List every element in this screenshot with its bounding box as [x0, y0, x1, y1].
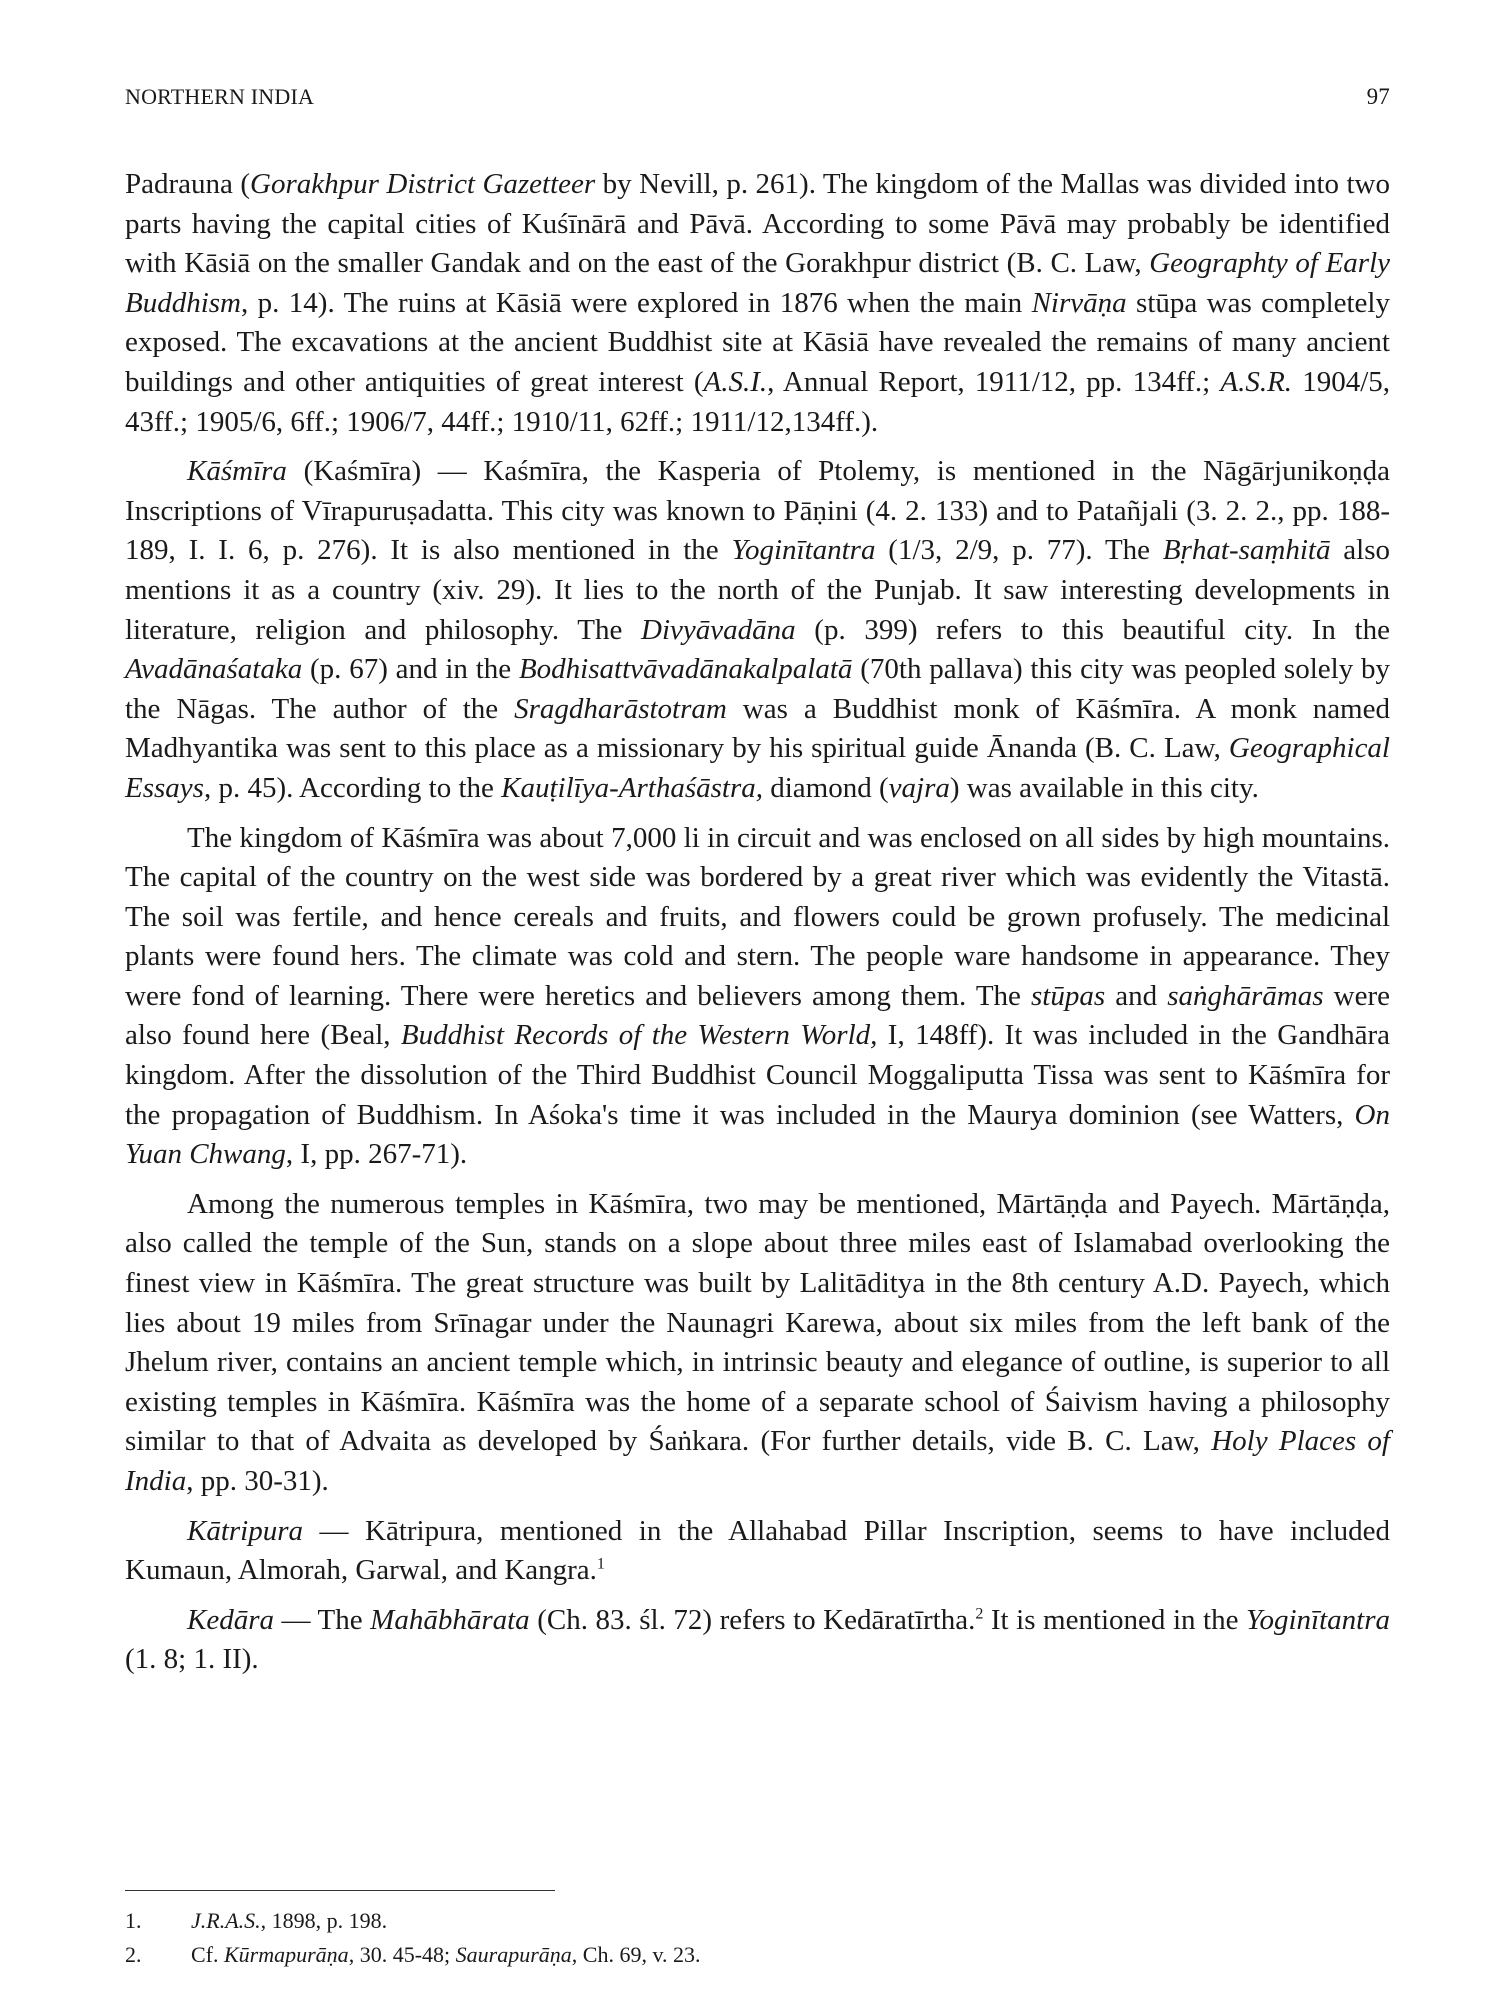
paragraph-kedara-entry: Kedāra — The Mahābhārata (Ch. 83. śl. 72) refers to Kedāratīrtha.$^2$ It is mentioned in the Yoginītantra (1. 8; 1. II).	[125, 1603, 1390, 1676]
paragraph-kasmira-kingdom: The kingdom of Kāśmīra was about 7,000 li in circuit and was enclosed on all sides by high mountains. The capital of the country on the west side was bordered by a great river which was evidently the Vitastā. The soil was fertile, and hence cereals and fruits, and flowers could be grown profusely. The medicinal plants were found hers. The climate was cold and stern. The people ware handsome in appearance. They were fond of learning. There were heretics and believers among them. The stūpas and saṅghārāmas were also found here (Beal, Buddhist Records of the Western World, I, 148ff). It was included in the Gandhāra kingdom. After the dissolution of the Third Buddhist Council Moggaliputta Tissa was sent to Kāśmīra for the propagation of Buddhism. In Aśoka's time it was included in the Maurya dominion (see Watters, On Yuan Chwang, I, pp. 267-71).	[125, 821, 1391, 1171]
running-header	[125, 84, 1390, 110]
footnote-2: 2. Cf. Kūrmapurāṇa, 30. 45-48; Saurapurāṇa, Ch. 69, v. 23.	[125, 1942, 701, 1967]
body-text	[125, 165, 1390, 1690]
footnote-1: 1. J.R.A.S., 1898, p. 198.	[125, 1908, 388, 1933]
entry-heading-kedara: Kedāra	[187, 1603, 274, 1636]
footnote-divider	[125, 1890, 555, 1891]
entry-heading-katripura: Kātripura	[187, 1514, 304, 1547]
paragraph-kasmira-entry: Kāśmīra (Kaśmīra) — Kaśmīra, the Kasperia of Ptolemy, is mentioned in the Nāgārjunikoṇḍa Inscriptions of Vīrapuruṣadatta. This city was known to Pāṇini (4. 2. 133) and to Patañjali (3. 2. 2., pp. 188-189, I. I. 6, p. 276). It is also mentioned in the Yoginītantra (1/3, 2/9, p. 77). The Bṛhat-saṃhitā also mentions it as a country (xiv. 29). It lies to the north of the Punjab. It saw interesting developments in literature, religion and philosophy. The Divyāvadāna (p. 399) refers to this beautiful city. In the Avadānaśataka (p. 67) and in the Bodhisattvāvadānakalpalatā (70th pallava) this city was peopled solely by the Nāgas. The author of the Sragdharāstotram was a Buddhist monk of Kāśmīra. A monk named Madhyantika was sent to this place as a missionary by his spiritual guide Ānanda (B. C. Law, Geographical Essays, p. 45). According to the Kauṭilīya-Arthaśāstra, diamond (vajra) was available in this city.	[125, 455, 1390, 804]
paragraph-padrauna: Padrauna (Gorakhpur District Gazetteer by Nevill, p. 261). The kingdom of the Mallas was divided into two parts having the capital cities of Kuśīnārā and Pāvā. According to some Pāvā may probably be identified with Kāsiā on the smaller Gandak and on the east of the Gorakhpur district (B. C. Law, Geographty of Early Buddhism, p. 14). The ruins at Kāsiā were explored in 1876 when the main Nirvāṇa stūpa was completely exposed. The excavations at the ancient Buddhist site at Kāsiā have revealed the remains of many ancient buildings and other antiquities of great interest (A.S.I., Annual Report, 1911/12, pp. 134ff.; A.S.R. 1904/5, 43ff.; 1905/6, 6ff.; 1906/7, 44ff.; 1910/11, 62ff.; 1911/12,134ff.).	[125, 168, 1391, 438]
page-number: 97	[1366, 84, 1390, 109]
footnotes	[125, 1904, 1390, 1972]
footnote-ref-2: 2	[975, 1605, 984, 1623]
paragraph-kasmira-temples: Among the numerous temples in Kāśmīra, two may be mentioned, Mārtāṇḍa and Payech. Mārtāṇḍa, also called the temple of the Sun, stands on a slope about three miles east of Islamabad overlooking the finest view in Kāśmīra. The great structure was built by Lalitāditya in the 8th century A.D. Payech, which lies about 19 miles from Srīnagar under the Naunagri Karewa, about six miles from the left bank of the Jhelum river, contains an ancient temple which, in intrinsic beauty and elegance of outline, is superior to all existing temples in Kāśmīra. Kāśmīra was the home of a separate school of Śaivism having a philosophy similar to that of Advaita as developed by Śaṅkara. (For further details, vide B. C. Law, Holy Places of India, pp. 30-31).	[125, 1187, 1390, 1497]
entry-heading-kasmira: Kāśmīra	[187, 455, 287, 488]
paragraph-katripura-entry: Kātripura — Kātripura, mentioned in the Allahabad Pillar Inscription, seems to have included Kumaun, Almorah, Garwal, and Kangra.$^1$	[125, 1514, 1390, 1587]
running-title: NORTHERN INDIA	[125, 84, 315, 109]
footnote-ref-1: 1	[596, 1555, 605, 1573]
